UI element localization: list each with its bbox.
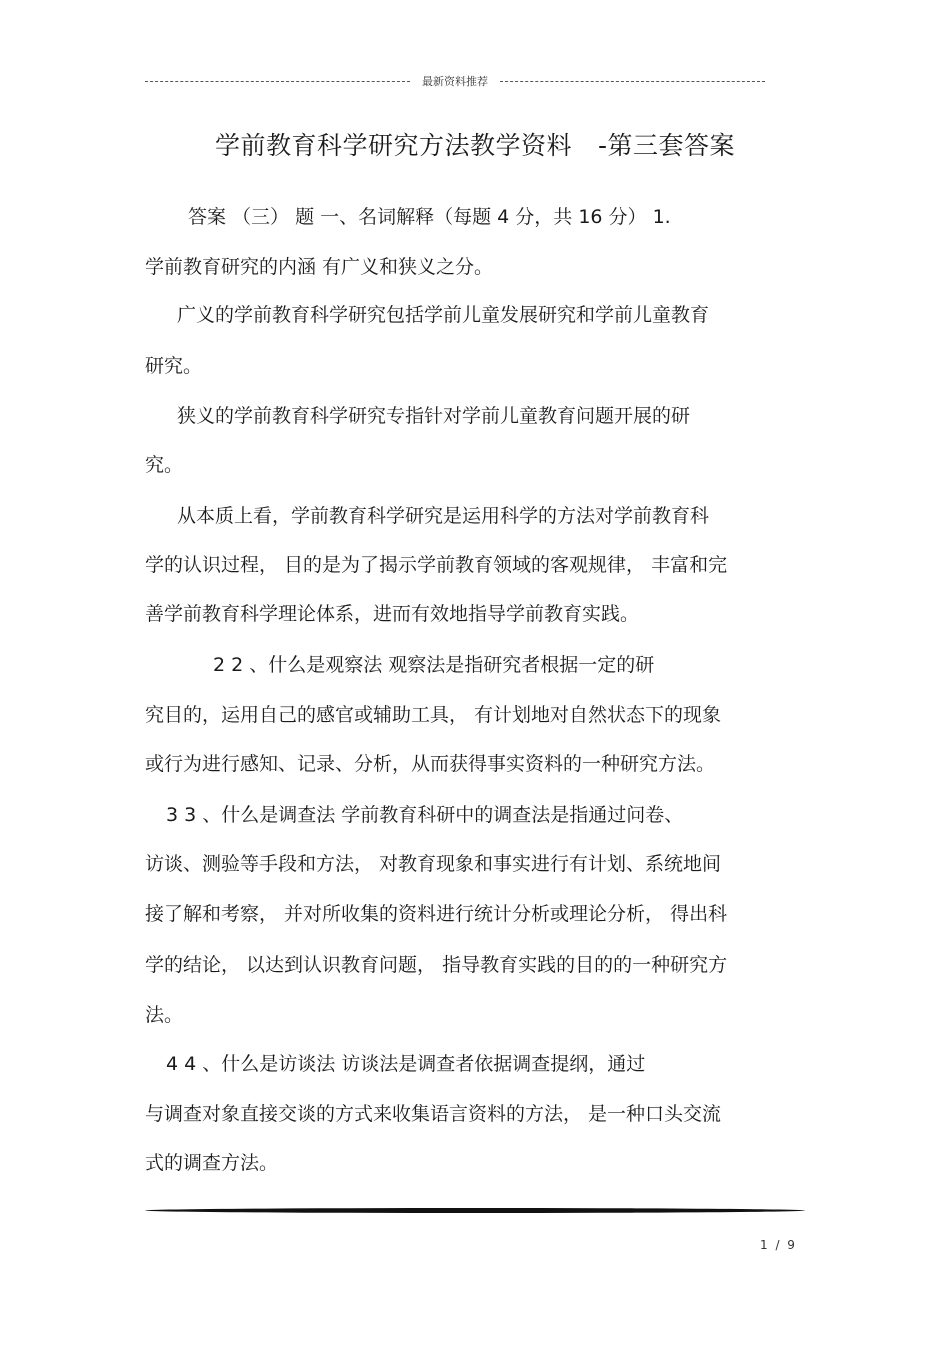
body-line-13: 3 3 、什么是调查法 学前教育科研中的调查法是指通过问卷、 — [166, 804, 684, 826]
body-line-5: 狭义的学前教育科学研究专指针对学前儿童教育问题开展的研 — [177, 405, 691, 427]
title-suffix: -第三套答案 — [597, 131, 736, 160]
body-line-3: 广义的学前教育科学研究包括学前儿童发展研究和学前儿童教育 — [177, 304, 710, 326]
body-line-19: 与调查对象直接交谈的方式来收集语言资料的方法， 是一种口头交流 — [145, 1103, 722, 1125]
body-line-6: 究。 — [145, 454, 184, 476]
title-main: 学前教育科学研究方法教学资料 — [214, 131, 572, 160]
body-line-16: 学的结论， 以达到认识教育问题， 指导教育实践的目的的一种研究方 — [145, 954, 728, 976]
body-line-14: 访谈、测验等手段和方法， 对教育现象和事实进行有计划、系统地间 — [145, 853, 722, 875]
page-number: 1 / 9 — [760, 1238, 797, 1252]
body-line-20: 式的调查方法。 — [145, 1152, 279, 1174]
document-title — [0, 126, 950, 162]
body-line-8: 学的认识过程， 目的是为了揭示学前教育领域的客观规律， 丰富和完 — [145, 554, 728, 576]
body-line-15: 接了解和考察， 并对所收集的资料进行统计分析或理论分析， 得出科 — [145, 903, 728, 925]
body-line-18: 4 4 、什么是访谈法 访谈法是调查者依据调查提纲，通过 — [166, 1053, 646, 1075]
header-text: 最新资料推荐 — [422, 75, 488, 88]
body-line-10: 2 2 、什么是观察法 观察法是指研究者根据一定的研 — [213, 654, 655, 676]
body-line-9: 善学前教育科学理论体系，进而有效地指导学前教育实践。 — [145, 603, 640, 625]
header-dash-right — [500, 81, 765, 82]
footer-rule — [145, 1208, 805, 1213]
body-line-7: 从本质上看，学前教育科学研究是运用科学的方法对学前教育科 — [177, 505, 710, 527]
header-dash-left — [145, 81, 410, 82]
body-line-2: 学前教育研究的内涵 有广义和狭义之分。 — [145, 256, 494, 278]
body-line-11: 究目的，运用自己的感官或辅助工具， 有计划地对自然状态下的现象 — [145, 704, 722, 726]
body-line-1: 答案 （三） 题 一、名词解释（每题 4 分，共 16 分） 1. — [188, 206, 671, 228]
body-line-12: 或行为进行感知、记录、分析，从而获得事实资料的一种研究方法。 — [145, 753, 716, 775]
page-header — [145, 70, 765, 92]
body-line-17: 法。 — [145, 1004, 184, 1026]
body-line-4: 研究。 — [145, 355, 203, 377]
